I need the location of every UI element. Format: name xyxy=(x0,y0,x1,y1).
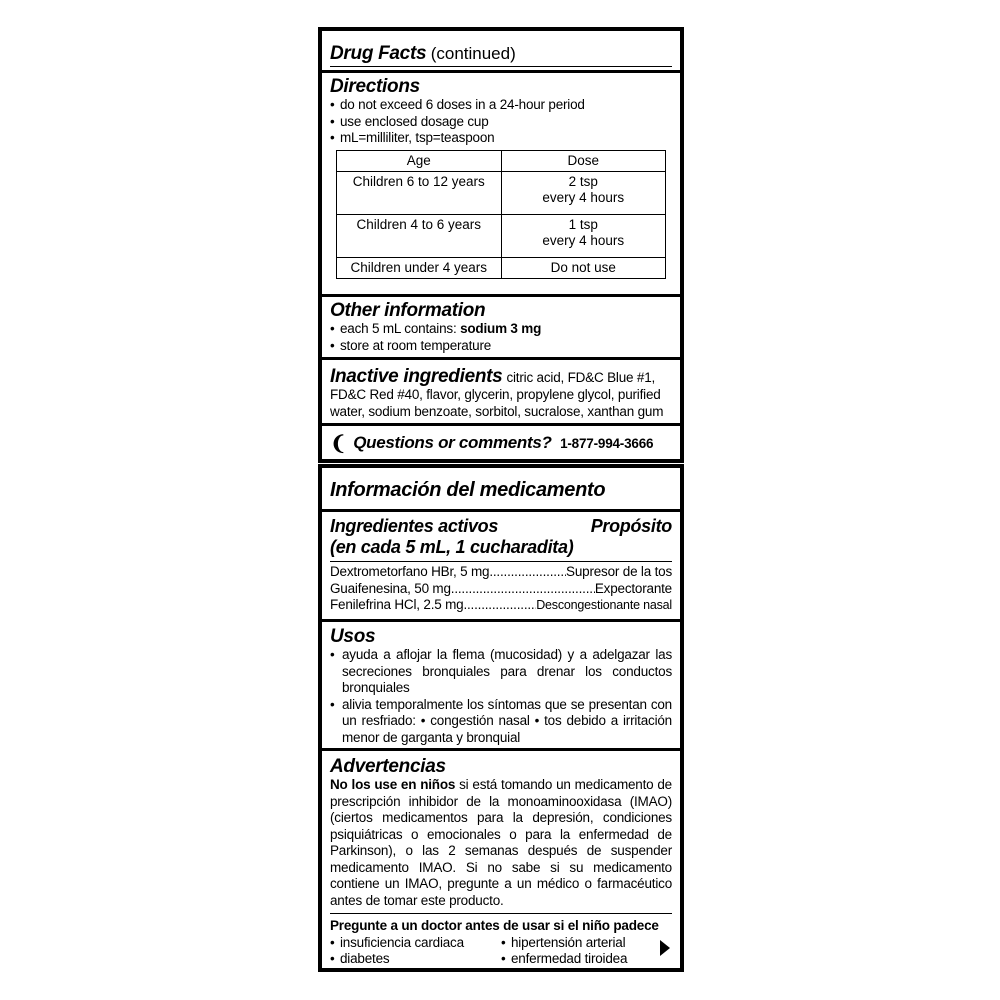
usos-symptom: tos debido a irritación menor de garganta y bronquial xyxy=(342,713,672,745)
conditions-list xyxy=(330,935,672,952)
ingredient-row xyxy=(330,597,672,614)
purpose-title: Propósito xyxy=(590,516,672,536)
spanish-header xyxy=(322,468,680,512)
dose-frequency: every 4 hours xyxy=(542,232,625,248)
inactive-ingredients-title: Inactive ingredients xyxy=(330,366,503,387)
condition-item: • insuficiencia cardiaca xyxy=(330,935,501,952)
drug-facts-panel-spanish xyxy=(318,464,684,972)
advertencias-section xyxy=(322,751,680,968)
sodium-value: sodium 3 mg xyxy=(460,321,542,336)
usos-text: alivia temporalmente los síntomas que se presentan con un resfriado: xyxy=(342,696,672,728)
phone-number: 1-877-994-3666 xyxy=(560,436,654,451)
directions-title: Directions xyxy=(330,76,420,97)
table-row xyxy=(337,257,666,278)
dose-amount: 1 tsp xyxy=(568,216,598,232)
dose-cell xyxy=(501,171,666,214)
other-information-bullet: • store at room temperature xyxy=(330,338,672,355)
spanish-title: Información del medicamento xyxy=(330,479,606,501)
ingredient-purpose: Supresor de la tos xyxy=(566,564,672,579)
active-ingredients-header xyxy=(330,516,672,537)
usos-bullet: • alivia temporalmente los síntomas que se presentan con un resfriado: • congestión nasal • tos debido a irritación menor de garganta y bronquial xyxy=(330,697,672,747)
other-information-bullet xyxy=(330,321,672,338)
dose-cell xyxy=(501,214,666,257)
advertencias-title: Advertencias xyxy=(330,756,446,777)
drug-facts-continued: (continued) xyxy=(430,44,516,63)
directions-bullet: • use enclosed dosage cup xyxy=(330,114,672,131)
sodium-label: each 5 mL contains: xyxy=(340,321,461,336)
condition-item: • diabetes xyxy=(330,951,501,968)
table-header-dose: Dose xyxy=(501,150,666,171)
inactive-ingredients-text: citric acid, FD&C Blue #1, FD&C Red #40, flavor, glycerin, propylene glycol, purified water, sodium benzoate, sorbitol, sucralose, xanthan gum xyxy=(330,370,664,419)
continue-arrow-icon xyxy=(660,940,670,956)
table-header-row xyxy=(337,150,666,171)
advertencias-bold: No los use en niños xyxy=(330,777,456,792)
drug-facts-panel-english xyxy=(318,27,684,463)
usos-section xyxy=(322,622,680,751)
ingredient-purpose: Descongestionante nasal xyxy=(536,598,672,612)
ingredient-name: Guaifenesina, 50 mg xyxy=(330,580,451,596)
usos-symptom: congestión nasal xyxy=(430,713,530,728)
active-ingredients-title: Ingredientes activos xyxy=(330,516,499,536)
usos-bullet: • ayuda a aflojar la flema (mucosidad) y a adelgazar las secreciones bronquiales para drenar los conductos bronquiales xyxy=(330,647,672,697)
age-cell: Children 6 to 12 years xyxy=(337,171,502,214)
advertencias-paragraph xyxy=(330,777,672,914)
age-cell: Children 4 to 6 years xyxy=(337,214,502,257)
drug-facts-title: Drug Facts xyxy=(330,43,427,64)
active-ingredients-subtitle: (en cada 5 mL, 1 cucharadita) xyxy=(330,537,672,562)
ingredient-row xyxy=(330,564,672,581)
ingredient-row xyxy=(330,581,672,598)
directions-bullet: • do not exceed 6 doses in a 24-hour period xyxy=(330,97,672,114)
ingredient-name: Dextrometorfano HBr, 5 mg xyxy=(330,564,490,579)
questions-title: Questions or comments? xyxy=(353,433,552,452)
age-cell: Children under 4 years xyxy=(337,257,502,278)
ask-doctor-heading: Pregunte a un doctor antes de usar si el niño padece xyxy=(330,918,659,933)
condition-item: • hipertensión arterial xyxy=(501,935,672,952)
usos-title: Usos xyxy=(330,626,376,647)
directions-bullet: • mL=milliliter, tsp=teaspoon xyxy=(330,130,672,147)
inactive-ingredients-paragraph xyxy=(330,366,672,420)
questions-section xyxy=(322,426,680,459)
dose-cell: Do not use xyxy=(501,257,666,278)
condition-item: • enfermedad tiroidea xyxy=(501,951,672,968)
ingredient-purpose: Expectorante xyxy=(594,580,672,596)
table-row xyxy=(337,171,666,214)
other-information-section xyxy=(322,297,680,360)
ingredient-name: Fenilefrina HCl, 2.5 mg xyxy=(330,597,464,612)
directions-section xyxy=(322,73,680,297)
inactive-ingredients-section xyxy=(322,360,680,426)
phone-icon: ❨ xyxy=(330,433,347,455)
active-ingredients-section xyxy=(322,512,680,622)
advertencias-text: si está tomando un medicamento de prescripción inhibidor de la monoaminooxidasa (IMAO) (ciertos medicamentos para la depresión, condiciones psiquiátricas o emocionales o para la enfermedad de Parkinson), o las 2 semanas después de suspender medicamento IMAO. Si no sabe si su medicamento contiene un IMAO, pregunte a un médico o farmacéutico antes de tomar este producto. xyxy=(330,777,672,908)
dosage-table xyxy=(336,150,666,279)
drug-facts-header xyxy=(322,31,680,73)
dose-frequency: every 4 hours xyxy=(542,189,625,205)
table-row xyxy=(337,214,666,257)
conditions-list xyxy=(330,951,672,968)
other-information-title: Other information xyxy=(330,300,486,321)
table-header-age: Age xyxy=(337,150,502,171)
dose-amount: 2 tsp xyxy=(568,173,598,189)
